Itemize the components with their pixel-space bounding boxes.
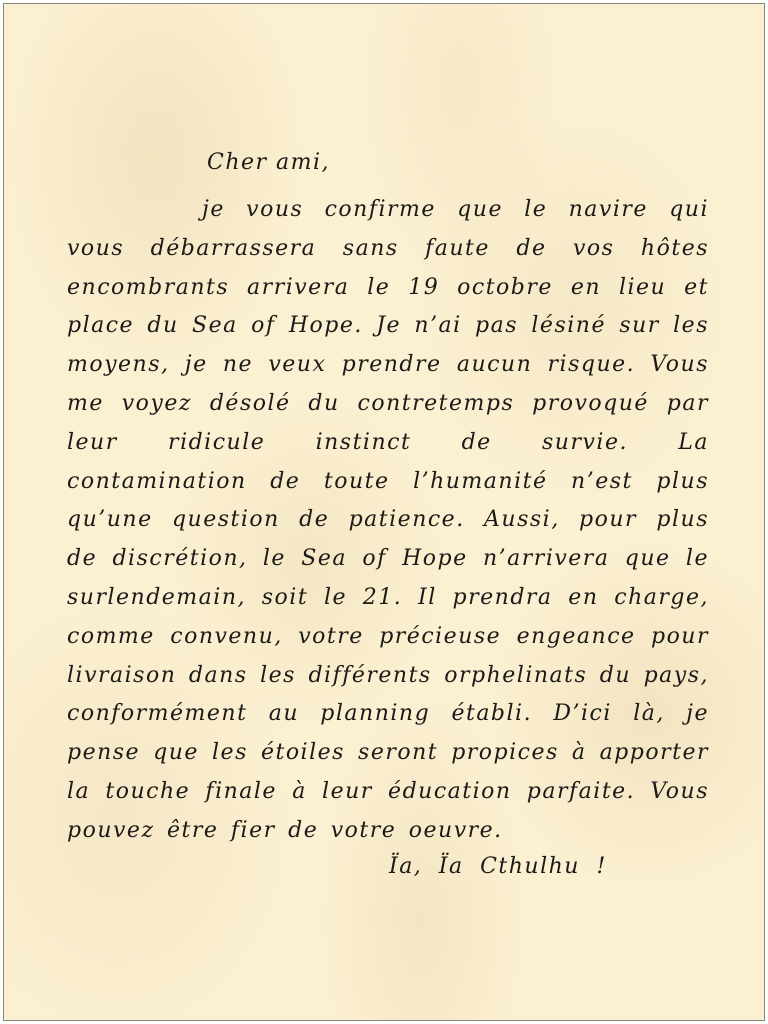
letter-page: [3, 3, 765, 1021]
letter-body: je vous confirme que le navire qui vous débarrassera sans faute de vos hôtes encombrants arrivera le 19 octobre en lieu et place du Sea of Hope. Je n’ai pas lésiné sur les moyens, je ne veux prendre aucun risque. Vous me voyez désolé du contretemps provoqué par leur ridicule instinct de survie. La contamination de toute l’humanité n’est plus qu’une question de patience. Aussi, pour plus de discrétion, le Sea of Hope n’arrivera que le surlendemain, soit le 21. Il prendra en charge, comme convenu, votre précieuse engeance pour livraison dans les différents orphelinats du pays, conformément au planning établi. D’ici là, je pense que les étoiles seront propices à apporter la touche finale à leur éducation parfaite. Vous pouvez être fier de votre oeuvre.: [67, 197, 709, 843]
letter-salutation: Cher ami,: [207, 150, 331, 175]
letter-signature: Ïa, Ïa Cthulhu !: [389, 854, 607, 879]
